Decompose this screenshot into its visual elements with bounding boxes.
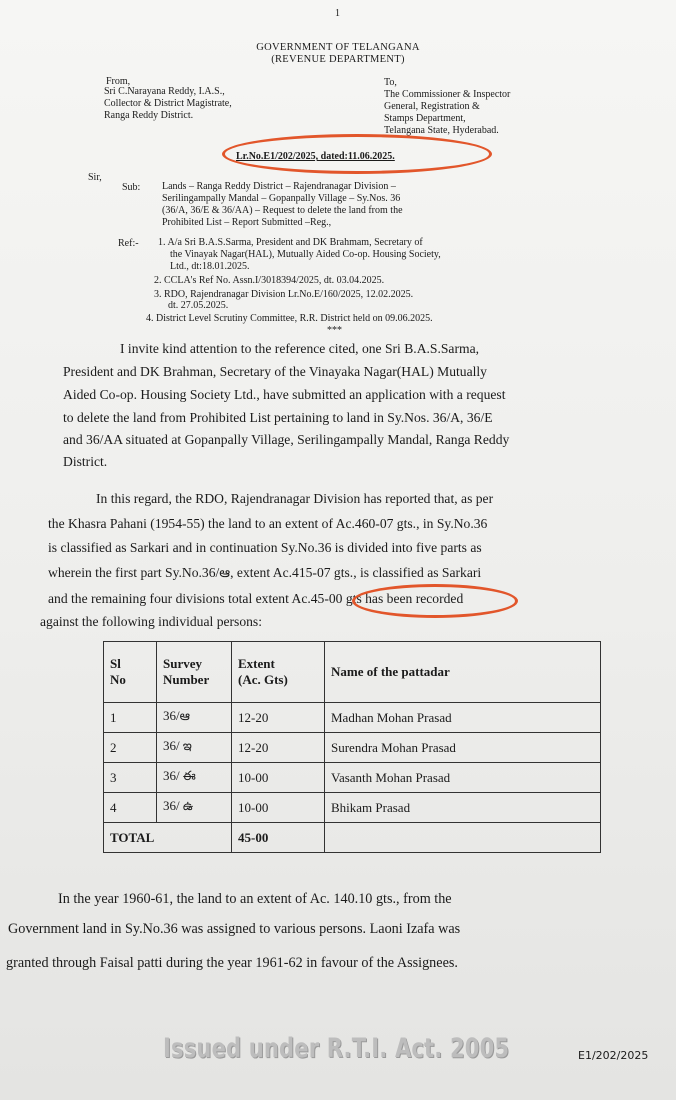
cell-sl: 4 xyxy=(104,793,157,823)
cell-extent: 10-00 xyxy=(232,763,325,793)
subject-label: Sub: xyxy=(122,182,141,193)
paragraph-line: In this regard, the RDO, Rajendranagar Division has reported that, as per xyxy=(96,491,494,506)
subject-line4: Prohibited List – Report Submitted –Reg., xyxy=(162,217,332,228)
cell-survey: 36/ ఈ xyxy=(157,763,232,793)
cell-extent: 12-20 xyxy=(232,733,325,763)
to-label: To, xyxy=(384,77,397,88)
paragraph-line: to delete the land from Prohibited List pertaining to land in Sy.Nos. 36/A, 36/E xyxy=(63,410,493,425)
total-label: TOTAL xyxy=(104,823,232,853)
reference-line: 3. RDO, Rajendranagar Division Lr.No.E/160/2025, 12.02.2025. xyxy=(154,289,414,300)
paragraph-line: wherein the first part Sy.No.36/ఆ, extent Ac.415-07 gts., is classified as Sarkari xyxy=(48,565,482,580)
annotation-ellipse-extent xyxy=(352,584,518,618)
cell-sl: 3 xyxy=(104,763,157,793)
salutation: Sir, xyxy=(88,172,102,183)
cell-survey: 36/ ఉ xyxy=(157,793,232,823)
subject-line1: Lands – Ranga Reddy District – Rajendranagar Division – xyxy=(162,181,396,192)
to-line2: General, Registration & xyxy=(384,101,480,112)
reference-line: 2. CCLA's Ref No. Assn.I/3018394/2025, dt. 03.04.2025. xyxy=(154,275,385,286)
from-line1: Sri C.Narayana Reddy, I.A.S., xyxy=(104,86,225,97)
paragraph-line: President and DK Brahman, Secretary of the Vinayaka Nagar(HAL) Mutually xyxy=(63,364,487,379)
subject-line2: Serilingampally Mandal – Gopanpally Village – Sy.Nos. 36 xyxy=(162,193,401,204)
cell-pattadar: Madhan Mohan Prasad xyxy=(325,703,601,733)
govt-header-line1: GOVERNMENT OF TELANGANA xyxy=(256,42,420,53)
paragraph-line: In the year 1960-61, the land to an extent of Ac. 140.10 gts., from the xyxy=(58,891,452,907)
header-extent: Extent (Ac. Gts) xyxy=(232,642,325,703)
paragraph-line: Government land in Sy.No.36 was assigned to various persons. Laoni Izafa was xyxy=(8,921,461,937)
cell-pattadar: Surendra Mohan Prasad xyxy=(325,733,601,763)
references-label: Ref:- xyxy=(118,238,139,249)
paragraph-line: the Khasra Pahani (1954-55) the land to an extent of Ac.460-07 gts., in Sy.No.36 xyxy=(48,516,488,531)
to-line4: Telangana State, Hyderabad. xyxy=(384,125,499,136)
total-value: 45-00 xyxy=(232,823,325,853)
to-line1: The Commissioner & Inspector xyxy=(384,89,511,100)
reference-line: dt. 27.05.2025. xyxy=(168,300,229,311)
govt-header-line2: (REVENUE DEPARTMENT) xyxy=(271,54,405,65)
header-sl-no: Sl No xyxy=(104,642,157,703)
header-survey-number: Survey Number xyxy=(157,642,232,703)
table-row xyxy=(104,703,601,733)
cell-extent: 12-20 xyxy=(232,703,325,733)
page-number: 1 xyxy=(335,8,340,19)
table-total-row xyxy=(104,823,601,853)
paragraph-line: is classified as Sarkari and in continuation Sy.No.36 is divided into five parts as xyxy=(48,540,482,555)
reference-line: 4. District Level Scrutiny Committee, R.R. District held on 09.06.2025. xyxy=(146,313,433,324)
to-line3: Stamps Department, xyxy=(384,113,466,124)
pattadar-table xyxy=(103,641,601,853)
reference-line: the Vinayak Nagar(HAL), Mutually Aided Co-op. Housing Society, xyxy=(170,249,441,260)
cell-extent: 10-00 xyxy=(232,793,325,823)
table-row xyxy=(104,733,601,763)
annotation-ellipse-letter-no xyxy=(222,134,492,174)
total-empty-cell xyxy=(325,823,601,853)
paragraph-line: against the following individual persons: xyxy=(40,614,263,629)
paragraph-line: Aided Co-op. Housing Society Ltd., have submitted an application with a request xyxy=(63,387,506,402)
cell-survey: 36/ఆ xyxy=(157,703,232,733)
from-line2: Collector & District Magistrate, xyxy=(104,98,232,109)
reference-line: Ltd., dt:18.01.2025. xyxy=(170,261,250,272)
header-pattadar: Name of the pattadar xyxy=(325,642,601,703)
table-header-row xyxy=(104,642,601,703)
cell-survey: 36/ ఇ xyxy=(157,733,232,763)
footer-reference: E1/202/2025 xyxy=(578,1049,649,1062)
table-row xyxy=(104,793,601,823)
from-line3: Ranga Reddy District. xyxy=(104,110,194,121)
paragraph-line: granted through Faisal patti during the year 1961-62 in favour of the Assignees. xyxy=(6,955,458,971)
cell-pattadar: Bhikam Prasad xyxy=(325,793,601,823)
paragraph-line: and 36/AA situated at Gopanpally Village, Serilingampally Mandal, Ranga Reddy xyxy=(63,432,510,447)
cell-sl: 2 xyxy=(104,733,157,763)
paragraph-line: District. xyxy=(63,454,108,469)
cell-pattadar: Vasanth Mohan Prasad xyxy=(325,763,601,793)
subject-line3: (36/A, 36/E & 36/AA) – Request to delete the land from the xyxy=(162,205,403,216)
reference-line: 1. A/a Sri B.A.S.Sarma, President and DK Brahmam, Secretary of xyxy=(158,237,423,248)
letter-number: Lr.No.E1/202/2025, dated:11.06.2025. xyxy=(236,151,395,162)
paragraph-line: I invite kind attention to the reference cited, one Sri B.A.S.Sarma, xyxy=(120,341,479,356)
paragraph-line: and the remaining four divisions total extent Ac.45-00 gts has been recorded xyxy=(48,591,464,606)
reference-separator: *** xyxy=(327,325,342,336)
rti-watermark-stamp: Issued under R.T.I. Act. 2005 xyxy=(163,1033,510,1063)
from-label: From, xyxy=(106,76,131,87)
cell-sl: 1 xyxy=(104,703,157,733)
table-row xyxy=(104,763,601,793)
